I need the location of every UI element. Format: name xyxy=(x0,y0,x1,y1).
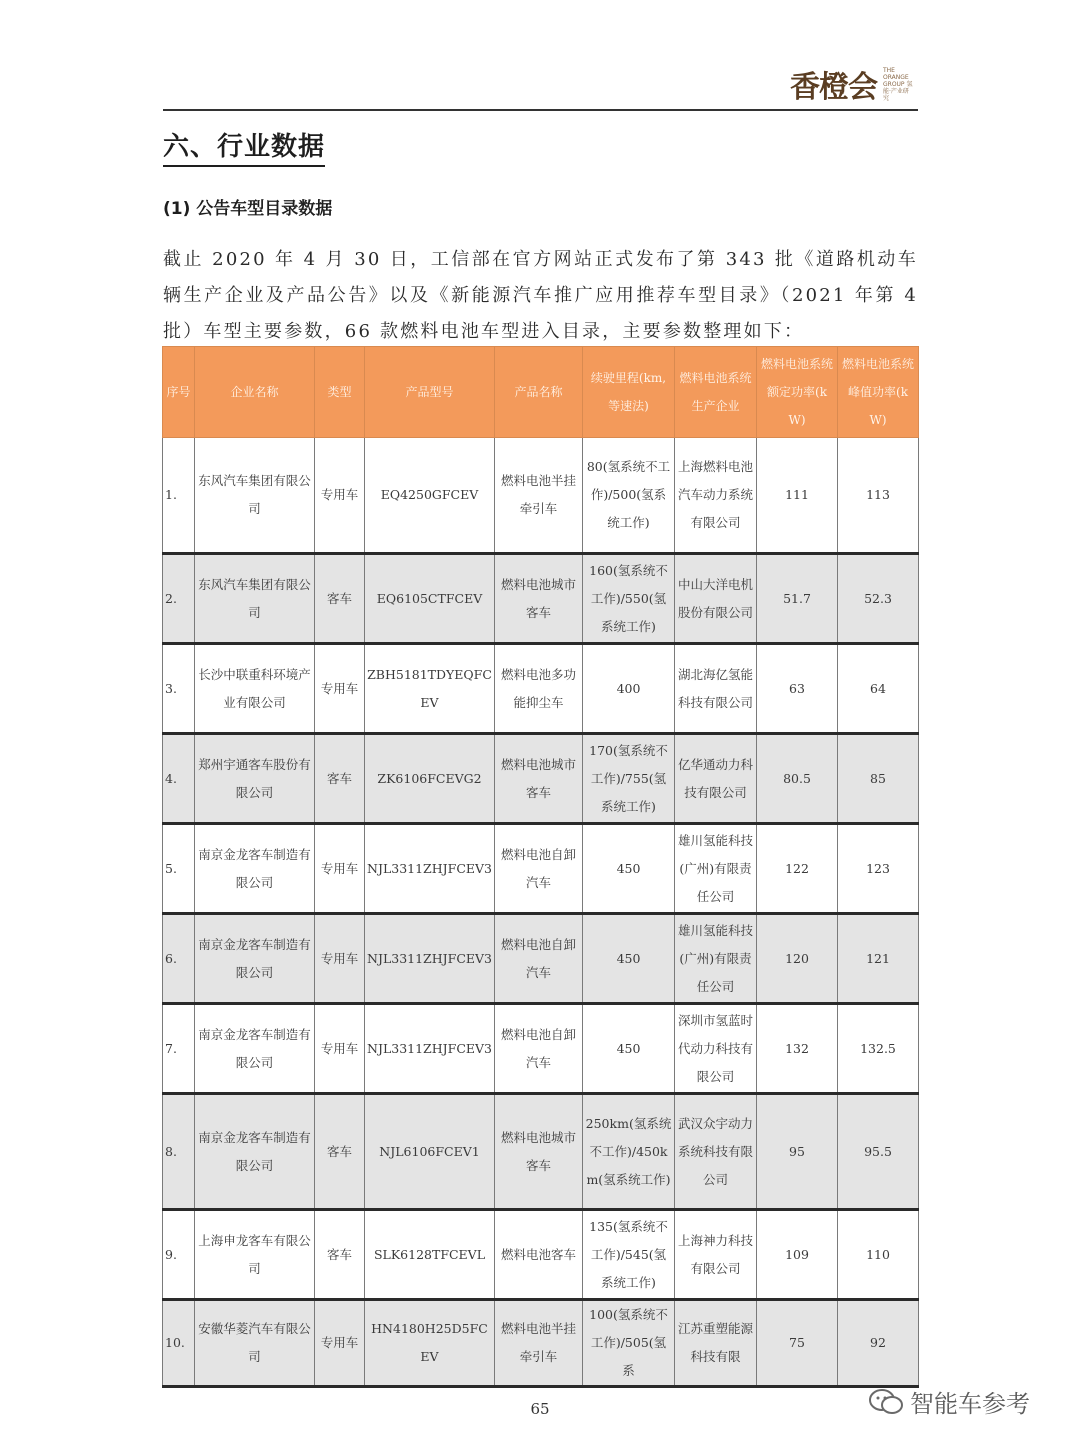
cell-type: 客车 xyxy=(315,734,365,824)
cell-product: 燃料电池自卸汽车 xyxy=(495,824,583,914)
cell-idx: 10. xyxy=(163,1300,195,1387)
cell-company: 东风汽车集团有限公司 xyxy=(195,554,315,644)
header-divider xyxy=(163,109,918,111)
logo xyxy=(790,62,920,106)
cell-type: 专用车 xyxy=(315,824,365,914)
cell-rated: 122 xyxy=(757,824,838,914)
cell-supplier: 上海神力科技有限公司 xyxy=(675,1210,757,1300)
cell-model: NJL6106FCEV1 xyxy=(365,1094,495,1210)
cell-type: 客车 xyxy=(315,1094,365,1210)
cell-supplier: 中山大洋电机股份有限公司 xyxy=(675,554,757,644)
cell-product: 燃料电池自卸汽车 xyxy=(495,914,583,1004)
cell-product: 燃料电池自卸汽车 xyxy=(495,1004,583,1094)
cell-idx: 6. xyxy=(163,914,195,1004)
cell-peak: 123 xyxy=(838,824,919,914)
cell-peak: 121 xyxy=(838,914,919,1004)
cell-company: 南京金龙客车制造有限公司 xyxy=(195,1094,315,1210)
cell-type: 专用车 xyxy=(315,1300,365,1387)
cell-supplier: 湖北海亿氢能科技有限公司 xyxy=(675,644,757,734)
cell-type: 专用车 xyxy=(315,914,365,1004)
cell-company: 南京金龙客车制造有限公司 xyxy=(195,914,315,1004)
header-range: 续驶里程(km,等速法) xyxy=(583,347,675,438)
cell-model: NJL3311ZHJFCEV3 xyxy=(365,914,495,1004)
cell-product: 燃料电池半挂牵引车 xyxy=(495,1300,583,1387)
cell-idx: 2. xyxy=(163,554,195,644)
cell-supplier: 江苏重塑能源科技有限 xyxy=(675,1300,757,1387)
cell-range: 100(氢系统不工作)/505(氢系 xyxy=(583,1300,675,1387)
cell-model: NJL3311ZHJFCEV3 xyxy=(365,824,495,914)
cell-type: 专用车 xyxy=(315,1004,365,1094)
cell-range: 450 xyxy=(583,824,675,914)
header-rated: 燃料电池系统额定功率(kW) xyxy=(757,347,838,438)
header-idx: 序号 xyxy=(163,347,195,438)
cell-product: 燃料电池客车 xyxy=(495,1210,583,1300)
subsection-title: (1) 公告车型目录数据 xyxy=(163,199,333,219)
cell-idx: 8. xyxy=(163,1094,195,1210)
page-number: 65 xyxy=(530,1400,550,1418)
cell-peak: 64 xyxy=(838,644,919,734)
table-row xyxy=(163,1094,919,1210)
cell-range: 450 xyxy=(583,1004,675,1094)
cell-company: 安徽华菱汽车有限公司 xyxy=(195,1300,315,1387)
cell-model: NJL3311ZHJFCEV3 xyxy=(365,1004,495,1094)
cell-model: ZK6106FCEVG2 xyxy=(365,734,495,824)
cell-company: 上海申龙客车有限公司 xyxy=(195,1210,315,1300)
cell-supplier: 亿华通动力科技有限公司 xyxy=(675,734,757,824)
cell-product: 燃料电池半挂牵引车 xyxy=(495,438,583,554)
table-row xyxy=(163,1210,919,1300)
table-row xyxy=(163,438,919,554)
cell-model: ZBH5181TDYEQFCEV xyxy=(365,644,495,734)
cell-range: 250km(氢系统不工作)/450km(氢系统工作) xyxy=(583,1094,675,1210)
cell-range: 160(氢系统不工作)/550(氢系统工作) xyxy=(583,554,675,644)
watermark xyxy=(868,1384,1030,1419)
header-product: 产品名称 xyxy=(495,347,583,438)
cell-range: 400 xyxy=(583,644,675,734)
cell-supplier: 上海燃料电池汽车动力系统有限公司 xyxy=(675,438,757,554)
table-row xyxy=(163,644,919,734)
intro-paragraph: 截止 2020 年 4 月 30 日，工信部在官方网站正式发布了第 343 批《道路机动车辆生产企业及产品公告》以及《新能源汽车推广应用推荐车型目录》（2021 年第 4 批）车型主要参数，66 款燃料电池车型进入目录，主要参数整理如下： xyxy=(163,249,918,342)
cell-range: 170(氢系统不工作)/755(氢系统工作) xyxy=(583,734,675,824)
cell-product: 燃料电池城市客车 xyxy=(495,734,583,824)
table-row xyxy=(163,824,919,914)
cell-peak: 110 xyxy=(838,1210,919,1300)
cell-supplier: 雄川氢能科技(广州)有限责任公司 xyxy=(675,914,757,1004)
cell-rated: 75 xyxy=(757,1300,838,1387)
cell-type: 客车 xyxy=(315,554,365,644)
header-company: 企业名称 xyxy=(195,347,315,438)
cell-range: 450 xyxy=(583,914,675,1004)
cell-supplier: 雄川氢能科技(广州)有限责任公司 xyxy=(675,824,757,914)
cell-idx: 7. xyxy=(163,1004,195,1094)
cell-peak: 92 xyxy=(838,1300,919,1387)
cell-idx: 5. xyxy=(163,824,195,914)
cell-rated: 132 xyxy=(757,1004,838,1094)
header-peak: 燃料电池系统峰值功率(kW) xyxy=(838,347,919,438)
cell-idx: 4. xyxy=(163,734,195,824)
table-row xyxy=(163,554,919,644)
cell-rated: 80.5 xyxy=(757,734,838,824)
cell-supplier: 武汉众宇动力系统科技有限公司 xyxy=(675,1094,757,1210)
section-title: 六、行业数据 xyxy=(163,126,325,167)
cell-rated: 111 xyxy=(757,438,838,554)
cell-peak: 132.5 xyxy=(838,1004,919,1094)
header-supplier: 燃料电池系统生产企业 xyxy=(675,347,757,438)
vehicle-catalog-table xyxy=(162,346,919,1388)
cell-company: 东风汽车集团有限公司 xyxy=(195,438,315,554)
cell-company: 长沙中联重科环境产业有限公司 xyxy=(195,644,315,734)
logo-tagline: THE ORANGE GROUP 氢能·产业研究 xyxy=(883,66,913,102)
cell-range: 135(氢系统不工作)/545(氢系统工作) xyxy=(583,1210,675,1300)
cell-peak: 113 xyxy=(838,438,919,554)
cell-company: 郑州宇通客车股份有限公司 xyxy=(195,734,315,824)
cell-peak: 52.3 xyxy=(838,554,919,644)
cell-idx: 1. xyxy=(163,438,195,554)
cell-product: 燃料电池多功能抑尘车 xyxy=(495,644,583,734)
cell-rated: 95 xyxy=(757,1094,838,1210)
table-row xyxy=(163,914,919,1004)
cell-rated: 51.7 xyxy=(757,554,838,644)
table-row xyxy=(163,1004,919,1094)
cell-rated: 109 xyxy=(757,1210,838,1300)
watermark-text: 智能车参考 xyxy=(910,1390,1030,1418)
cell-peak: 85 xyxy=(838,734,919,824)
cell-product: 燃料电池城市客车 xyxy=(495,554,583,644)
table-row xyxy=(163,1300,919,1387)
cell-product: 燃料电池城市客车 xyxy=(495,1094,583,1210)
logo-text: 香橙会 xyxy=(790,70,877,105)
cell-peak: 95.5 xyxy=(838,1094,919,1210)
header-type: 类型 xyxy=(315,347,365,438)
cell-model: HN4180H25D5FCEV xyxy=(365,1300,495,1387)
cell-rated: 63 xyxy=(757,644,838,734)
cell-idx: 3. xyxy=(163,644,195,734)
wechat-icon xyxy=(868,1388,904,1416)
cell-idx: 9. xyxy=(163,1210,195,1300)
cell-model: EQ6105CTFCEV xyxy=(365,554,495,644)
cell-range: 80(氢系统不工作)/500(氢系统工作) xyxy=(583,438,675,554)
cell-company: 南京金龙客车制造有限公司 xyxy=(195,824,315,914)
cell-model: SLK6128TFCEVL xyxy=(365,1210,495,1300)
cell-model: EQ4250GFCEV xyxy=(365,438,495,554)
cell-type: 客车 xyxy=(315,1210,365,1300)
table-row xyxy=(163,734,919,824)
cell-company: 南京金龙客车制造有限公司 xyxy=(195,1004,315,1094)
cell-type: 专用车 xyxy=(315,438,365,554)
table-header-row xyxy=(163,347,919,438)
header-model: 产品型号 xyxy=(365,347,495,438)
cell-supplier: 深圳市氢蓝时代动力科技有限公司 xyxy=(675,1004,757,1094)
cell-rated: 120 xyxy=(757,914,838,1004)
cell-type: 专用车 xyxy=(315,644,365,734)
